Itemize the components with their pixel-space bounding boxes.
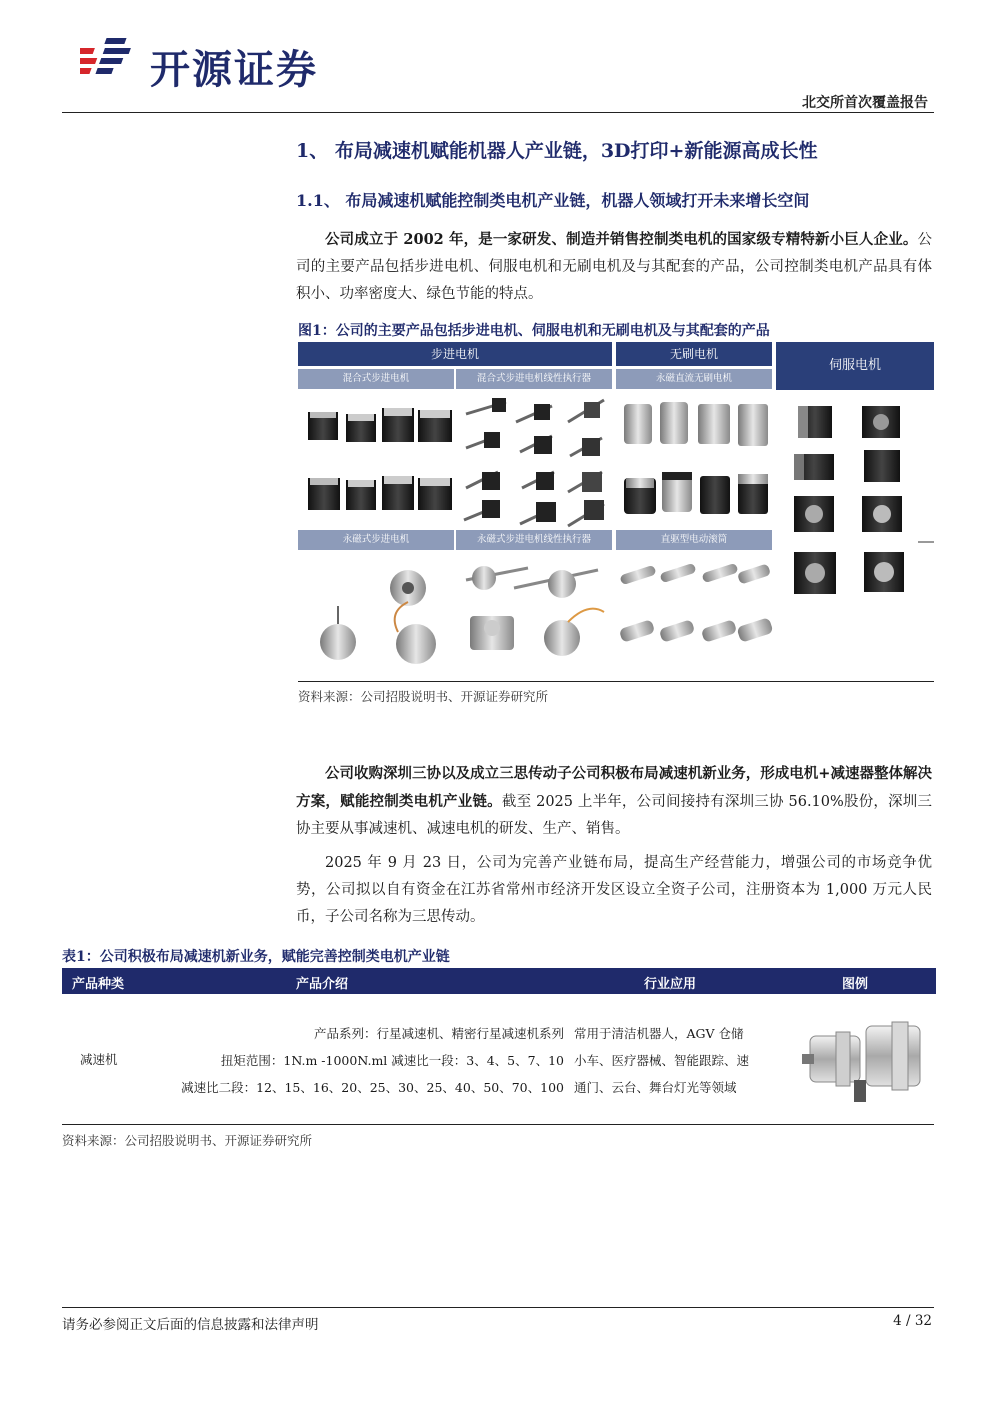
app-line-1: 常用于清洁机器人，AGV 仓储: [574, 1026, 744, 1041]
fig-sub-pm-actuator: 永磁式步进电机线性执行器: [456, 530, 612, 550]
servo-images: [794, 406, 934, 594]
fig-sub-hybrid: 混合式步进电机: [298, 369, 454, 389]
tube-images: [619, 563, 774, 643]
table-cell-intro: [150, 1020, 564, 1101]
fig-sub-pm: 永磁式步进电机: [298, 530, 454, 550]
fig-sub-bldc: 永磁直流无刷电机: [616, 369, 772, 389]
paragraph-2: [296, 760, 932, 843]
app-line-3: 通门、云台、舞台灯光等领域: [574, 1080, 737, 1095]
report-type: 北交所首次覆盖报告: [802, 95, 928, 111]
table-1-header-bar: [62, 968, 936, 994]
section-1-title: 1、 布局减速机赋能机器人产业链，3D打印+新能源高成长性: [296, 140, 818, 162]
fig-sub-tube: 直驱型电动滚筒: [616, 530, 772, 550]
paragraph-2-bold: 公司收购深圳三协以及成立三思传动子公司积极布局减速机新业务，形成电机+减速器整体解决方案，赋能控制类电机产业链。: [296, 765, 932, 810]
fig-head-brushless: 无刷电机: [616, 342, 772, 366]
intro-line-3: 减速比二段：12、15、16、20、25、30、25、40、50、70、100: [181, 1080, 564, 1095]
bldc-images: [624, 402, 768, 514]
page-number: 4 / 32: [893, 1313, 932, 1329]
section-1-1-title: 1.1、 布局减速机赋能控制类电机产业链，机器人领域打开未来增长空间: [296, 191, 810, 210]
gear-reducer-image: [796, 1016, 932, 1112]
table-header-illustration: 图例: [842, 977, 869, 992]
header-divider: [62, 112, 934, 113]
brand-name: 开源证券: [150, 47, 318, 93]
figure-1-bottom-rule: [298, 681, 934, 682]
pm-stepper-images: [320, 570, 436, 664]
paragraph-1-text: 公司的主要产品包括步进电机、伺服电机和无刷电机及与其配套的产品，公司控制类电机产品具有体积小、功率密度大、绿色节能的特点。: [296, 232, 932, 302]
app-line-2: 小车、医疗器械、智能跟踪、速: [574, 1053, 750, 1068]
intro-line-1: 产品系列：行星减速机、精密行星减速机系列: [313, 1026, 564, 1041]
hybrid-stepper-images: [308, 408, 452, 510]
table-1-caption: 表1：公司积极布局减速机新业务，赋能完善控制类电机产业链: [62, 949, 450, 965]
paragraph-2-text: 截至 2025 上半年，公司间接持有深圳三协 56.10%股份，深圳三协主要从事减速机、减速电机的研发、生产、销售。: [296, 794, 933, 837]
fig-head-servo: 伺服电机: [776, 342, 934, 390]
figure-1-caption: 图1：公司的主要产品包括步进电机、伺服电机和无刷电机及与其配套的产品: [298, 323, 770, 339]
footer-divider: [62, 1307, 934, 1308]
hybrid-actuator-images: [464, 398, 604, 526]
table-1-source: 资料来源：公司招股说明书、开源证券研究所: [62, 1133, 313, 1148]
table-cell-category: 减速机: [80, 1052, 118, 1067]
fig-sub-hybrid-actuator: 混合式步进电机线性执行器: [456, 369, 612, 389]
footer-disclaimer: 请务必参阅正文后面的信息披露和法律声明: [62, 1317, 319, 1333]
figure-1: [298, 342, 934, 680]
table-header-intro: 产品介绍: [296, 977, 349, 992]
table-header-category: 产品种类: [72, 977, 125, 992]
product-images: [298, 392, 934, 680]
fig-head-stepper: 步进电机: [298, 342, 612, 366]
paragraph-1-bold: 公司成立于 2002 年，是一家研发、制造并销售控制类电机的国家级专精特新小巨人企业。: [325, 231, 918, 248]
table-cell-application: [574, 1020, 784, 1101]
figure-1-source: 资料来源：公司招股说明书、开源证券研究所: [298, 689, 549, 704]
table-header-application: 行业应用: [644, 977, 697, 992]
paragraph-3-text: 2025 年 9 月 23 日，公司为完善产业链布局，提高生产经营能力，增强公司的市场竞争优势，公司拟以自有资金在江苏省常州市经济开发区设立全资子公司，注册资本为 1,000 万元人民币，子公司名称为三思传动。: [296, 855, 932, 925]
paragraph-3: [296, 850, 932, 931]
paragraph-1: [296, 226, 932, 308]
table-1-bottom-rule: [62, 1124, 934, 1125]
intro-line-2: 扭矩范围：1N.m -1000N.ml 减速比一段：3、4、5、7、10: [220, 1053, 564, 1068]
pm-actuator-images: [466, 566, 604, 656]
brand-logo-icon: [80, 34, 140, 82]
